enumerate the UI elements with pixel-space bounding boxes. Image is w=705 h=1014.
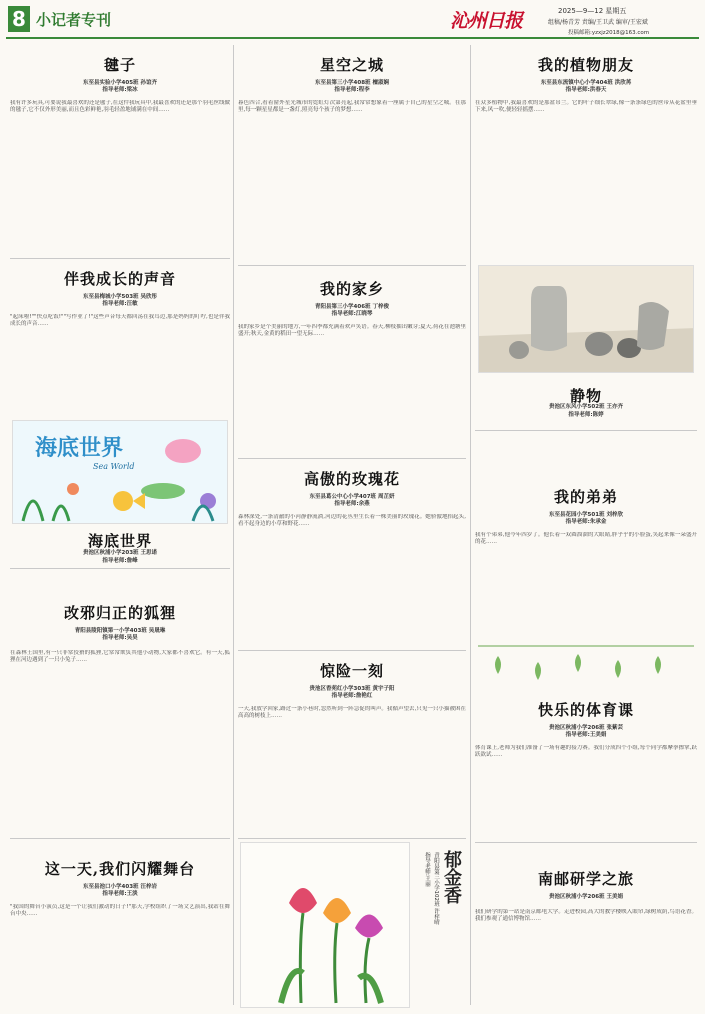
section-divider [238,458,466,459]
article-teacher: 指导老师:王美娟 [565,732,607,738]
ocean-banner-title: 海底世界 [35,436,124,461]
article-author: 东至县葛公中心小学407班 周芷妍 [309,494,395,500]
tulip-drawing [240,842,410,1008]
article-body: 森林深处,一条清澈的小河静静流淌,河边的花丛里生长着一株美丽的玫瑰花。她骄傲地抬起头,看不起身边的小草和野花…… [238,514,466,528]
article-author: 青阳县陵阳镇第一小学403班 吴晟琳 [74,628,166,634]
article-teacher: 指导老师:詹艳红 [331,693,373,699]
article-teacher: 指导老师:程李 [334,87,370,93]
section-divider [10,568,230,569]
article-teacher: 指导老师:吴昊 [102,635,138,641]
article-title: 我的家乡 [319,280,384,298]
article-body: 我的家乡是个美丽的地方,一年四季都充满着欢声笑语。春天,柳枝抽出嫩芽;夏天,荷花在池塘里盛开;秋天,金黄的稻田一望无际…… [238,324,466,338]
drawing-author: 贵池区秋浦小学203班 王思诺 [83,550,157,556]
issue-date: 2025—9—12 星期五 [558,7,627,15]
column-title: 小记者专刊 [36,11,112,29]
article-author: 青阳县第三小学406班 丁梓俊 [315,304,389,310]
article-teacher: 指导老师:江晓琴 [331,311,373,317]
article-jianzi [10,50,230,260]
article-body: 暮色四合,看着窗外星光城市的霓虹灯次第亮起,我常常想象着一座属于自己的星空之城。在那里,每一颗星星都是一盏灯,照亮每个孩子的梦想…… [238,100,466,114]
editors-line: 组稿/杨青芳 责编/王卫武 编审/王宏斌 [548,19,648,26]
article-pe-class [475,695,697,840]
article-body: 我们研学的第一站是南京邮电大学。走进校园,高大的教学楼映入眼帘,绿树成荫,鸟语花香。我们参观了通信博物馆…… [475,909,697,923]
tulip-caption [418,850,466,1000]
article-voice [10,262,230,417]
section-divider [10,258,230,259]
drawing-author: 贵池区东风小学502班 王亦齐 [549,404,623,410]
article-stage [10,842,230,1007]
article-teacher: 指导老师:余燕 [334,501,370,507]
section-divider [475,430,697,431]
article-body: 体育课上,老师为我们准备了一场有趣的接力赛。我们分成四个小组,每个同学都摩拳擦掌,跃跃欲试…… [475,745,697,759]
section-divider [10,838,230,839]
article-author: 贵池区香苑红小学303班 黄宇子阳 [309,686,395,692]
article-title: 星空之城 [319,56,384,74]
article-title: 南邮研学之旅 [537,870,634,888]
column-divider [470,45,471,1005]
still-life-drawing [478,265,694,373]
ocean-illustration [13,421,228,524]
article-title: 我的弟弟 [553,488,618,506]
article-teacher: 指导老师:洪春天 [565,87,607,93]
drawing-title: 海底世界 [87,532,152,550]
ocean-banner-sub: Sea World [93,462,135,471]
section-divider [238,265,466,266]
article-teacher: 指导老师:汪敏 [102,301,138,307]
article-teacher: 指导老师:梁冰 [102,87,138,93]
article-title: 惊险一刻 [319,662,384,680]
article-fox [10,572,230,837]
section-divider [475,842,697,843]
drawing-author: 青阳县第三小学102班 许梓晴 [433,852,439,925]
drawing-title: 郁金香 [441,850,462,904]
article-star-city [238,50,466,260]
article-plant-friend [475,50,697,265]
drawing-teacher: 指导老师:陈婷 [568,412,604,418]
page-number: 8 [8,6,30,32]
article-body: "起床啦!""快点吃饭!""写作业了!"这些声音每天都回荡在我耳边,那是妈妈的叮咛,也是伴我成长的声音…… [10,314,230,328]
article-body: "我国的舞台小演员,这是一个让我们激动的日子!"那天,学校组织了一场文艺演出,我站在舞台中央…… [10,904,230,918]
tulip-illustration [241,843,410,1008]
submission-email: 投稿邮箱:yzxjz2018@163.com [568,30,650,36]
article-title: 改邪归正的狐狸 [63,604,176,622]
article-author: 东至县第三小学408班 檀淑娴 [315,80,389,86]
article-rose [238,462,466,642]
leaf-decoration [478,640,694,692]
article-teacher: 指导老师:朱承金 [565,519,607,525]
article-title: 我的植物朋友 [537,56,634,74]
article-author: 东至县花园小学501班 刘梓欣 [549,512,623,518]
header-rule [6,37,699,39]
hanging-leaves-icon [478,640,694,692]
article-author: 贵池区秋浦小学206班 王美娟 [549,894,623,900]
article-body: 在森林王国里,有一只非常狡猾的狐狸,它常常欺负其他小动物,大家都不喜欢它。有一天,狐狸在河边遇到了一只小兔子…… [10,650,230,664]
article-author: 东至县实验小学405班 孙谊齐 [83,80,157,86]
article-body: 在众多植物中,我最喜欢的是那盆吊兰。它的叶子细长翠绿,像一条条绿色的丝带从花盆里垂下来,风一吹,便轻轻摇摆…… [475,100,697,114]
ocean-drawing [12,420,228,524]
section-divider [238,838,466,839]
article-body: 一天,我放学回家,路过一条小巷时,忽然听到一阵急促的叫声。我循声望去,只见一只小猫被困在高高的树枝上…… [238,706,466,720]
still-life-illustration [479,266,694,373]
article-title: 这一天,我们闪耀舞台 [44,860,196,878]
article-author: 东至县梅城小学503班 吴欣彤 [83,294,157,300]
article-body: 我有个弟弟,他今年四岁了。他长着一双圆溜溜的大眼睛,胖乎乎的小脸蛋,笑起来像一朵盛开的花…… [475,532,697,546]
drawing-teacher: 指导老师:王丽 [424,852,430,887]
section-divider [238,650,466,651]
article-author: 东至县池口小学403班 汪梓岩 [83,884,157,890]
article-title: 快乐的体育课 [537,701,634,719]
article-study-tour [475,848,697,1008]
article-body: 我有许多玩具,可要说我最喜欢的还是毽子,在这件我玩具中,我最喜欢的还是那个羽毛丝线做的毽子,它不仅外形美丽,而且色彩鲜艳,羽毛轻盈地铺满在中间…… [10,100,230,114]
article-hometown [238,270,466,450]
newspaper-logo: 沁州日报 [450,10,523,32]
article-thrill [238,654,466,834]
article-brother [475,480,697,640]
article-title: 毽子 [103,56,136,74]
article-title: 高傲的玫瑰花 [303,470,400,488]
article-author: 东至县东流镇中心小学404班 洪欣苒 [540,80,632,86]
article-title: 伴我成长的声音 [63,270,176,288]
article-author: 贵池区秋浦小学206班 张紫芸 [549,725,623,731]
article-teacher: 指导老师:王淡 [102,891,138,897]
column-divider [233,45,234,1005]
drawing-teacher: 指导老师:詹峰 [102,558,138,564]
drawing-title: 静物 [569,387,602,405]
